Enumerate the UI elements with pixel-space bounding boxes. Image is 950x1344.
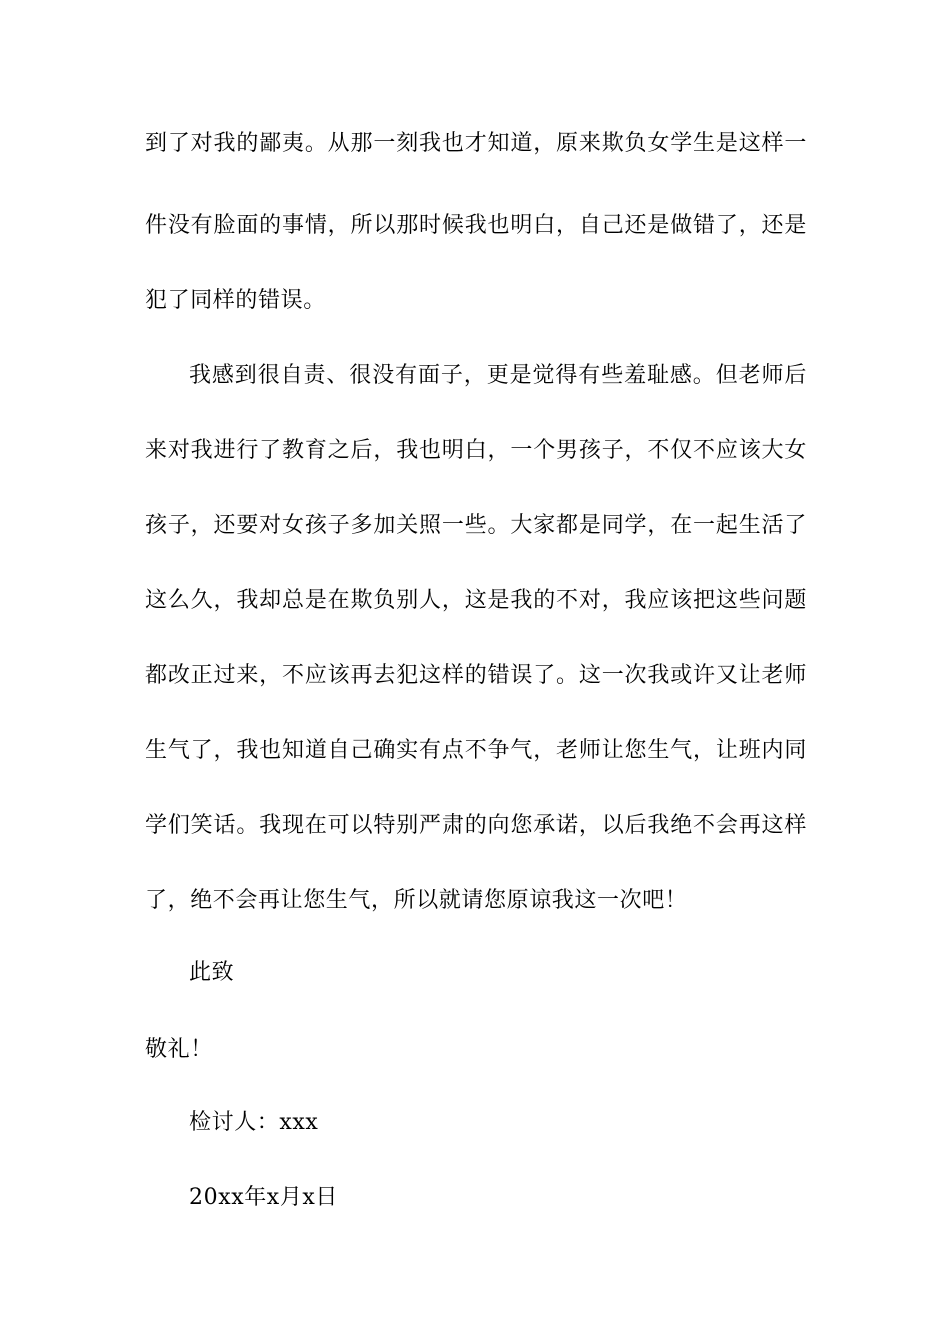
paragraph-1-line-3: 犯了同样的错误。 xyxy=(145,288,326,313)
paragraph-2-line-7: 学们笑话。我现在可以特别严肃的向您承诺，以后我绝不会再这样 xyxy=(145,813,807,838)
closing-regards: 敬礼！ xyxy=(145,1037,213,1062)
paragraph-2-line-1: 我感到很自责、很没有面子，更是觉得有些羞耻感。但老师后 xyxy=(189,363,807,388)
signer-name: 检讨人：xxx xyxy=(189,1110,319,1135)
signature-date: 20xx年x月x日 xyxy=(189,1185,339,1210)
paragraph-2-line-5: 都改正过来，不应该再去犯这样的错误了。这一次我或许又让老师 xyxy=(145,663,807,688)
paragraph-2-line-6: 生气了，我也知道自己确实有点不争气，老师让您生气，让班内同 xyxy=(145,738,807,763)
paragraph-1-line-1: 到了对我的鄙夷。从那一刻我也才知道，原来欺负女学生是这样一 xyxy=(145,131,807,156)
paragraph-2-line-2: 来对我进行了教育之后，我也明白，一个男孩子，不仅不应该大女 xyxy=(145,438,807,463)
paragraph-1-line-2: 件没有脸面的事情，所以那时候我也明白，自己还是做错了，还是 xyxy=(145,213,807,238)
closing-salutation: 此致 xyxy=(189,960,235,985)
paragraph-2-line-4: 这么久，我却总是在欺负别人，这是我的不对，我应该把这些问题 xyxy=(145,588,807,613)
paragraph-2-line-3: 孩子，还要对女孩子多加关照一些。大家都是同学，在一起生活了 xyxy=(145,513,807,538)
paragraph-2-line-8: 了，绝不会再让您生气，所以就请您原谅我这一次吧！ xyxy=(145,888,688,913)
